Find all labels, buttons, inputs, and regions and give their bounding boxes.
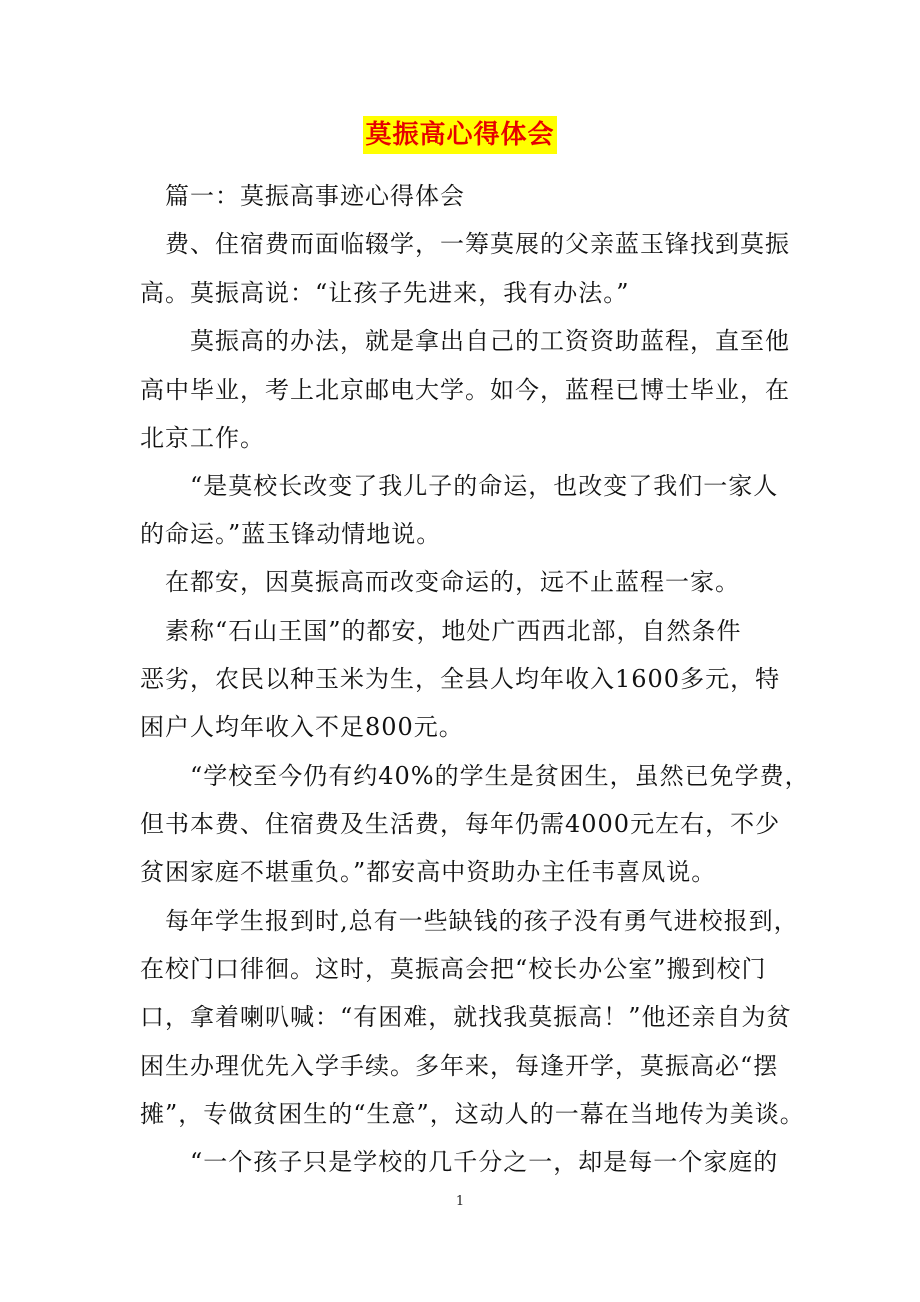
text-line-14: 但书本费、住宿费及生活费，每年仍需4000元左右，不少 [140,810,781,838]
text-line-12: 困户人均年收入不足800元。 [140,713,464,741]
text-line-7: “是莫校长改变了我儿子的命运，也改变了我们一家人 [140,472,779,500]
text-line-19: 困生办理优先入学手续。多年来，每逢开学，莫振高必“摆 [140,1052,779,1080]
text-line-10: 素称“石山王国”的都安，地处广西西北部，自然条件 [140,617,742,645]
text-line-2: 费、住宿费而面临辍学，一筹莫展的父亲蓝玉锋找到莫振 [140,230,790,258]
text-line-16: 每年学生报到时,总有一些缺钱的孩子没有勇气进校报到， [140,907,799,935]
text-line-15: 贫困家庭不堪重负。”都安高中资助办主任韦喜凤说。 [140,858,717,886]
text-line-8: 的命运。”蓝玉锋动情地说。 [140,520,442,548]
page-number: 1 [455,1194,465,1209]
text-line-3: 高。莫振高说：“让孩子先进来，我有办法。” [140,279,630,307]
text-line-1: 篇一：莫振高事迹心得体会 [140,182,465,210]
text-line-11: 恶劣，农民以种玉米为生，全县人均年收入1600多元，特 [140,665,781,693]
text-line-13: “学校至今仍有约40%的学生是贫困生，虽然已免学费， [140,762,810,790]
text-line-17: 在校门口徘徊。这时，莫振高会把“校长办公室”搬到校门 [140,955,767,983]
text-line-6: 北京工作。 [140,424,265,452]
text-line-5: 高中毕业，考上北京邮电大学。如今，蓝程已博士毕业，在 [140,376,790,404]
text-line-4: 莫振高的办法，就是拿出自己的工资资助蓝程，直至他 [140,327,790,355]
text-line-21: “一个孩子只是学校的几千分之一，却是每一个家庭的 [140,1148,779,1176]
text-line-9: 在都安，因莫振高而改变命运的，远不止蓝程一家。 [140,568,740,596]
text-line-20: 摊”，专做贫困生的“生意”，这动人的一幕在当地传为美谈。 [140,1100,805,1128]
document-title: 莫振高心得体会 [363,116,556,154]
text-line-18: 口，拿着喇叭喊：“有困难，就找我莫振高！”他还亲自为贫 [140,1003,792,1031]
title-container [0,116,920,154]
